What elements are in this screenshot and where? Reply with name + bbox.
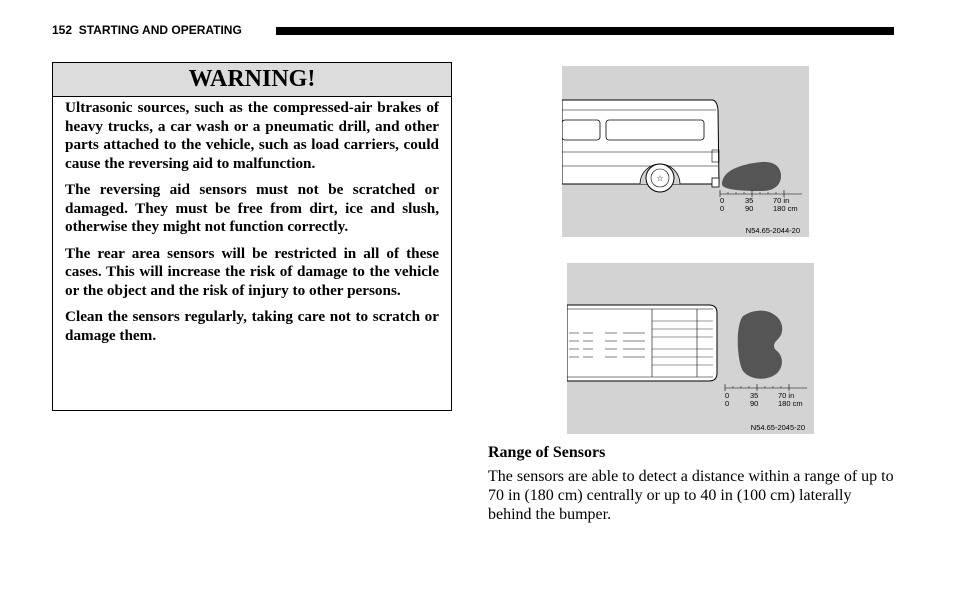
scale-label: 0 — [725, 399, 730, 408]
sensor-side-view-figure — [562, 66, 809, 237]
scale-label: 35 — [745, 196, 754, 205]
warning-box — [52, 62, 452, 411]
page-header — [52, 22, 894, 38]
scale-label: 0 — [720, 204, 725, 213]
scale-label: 0 — [725, 391, 730, 400]
page-number: 152 — [52, 23, 73, 37]
scale-label: 180 cm — [773, 204, 798, 213]
warning-body — [53, 97, 451, 345]
header-rule — [276, 27, 894, 35]
scale-label: 0 — [720, 196, 725, 205]
svg-text:☆: ☆ — [656, 174, 664, 183]
sensor-top-view-figure — [567, 263, 814, 434]
sensor-field-side — [722, 162, 781, 191]
van-top-illustration — [567, 305, 717, 381]
distance-scale-side — [720, 190, 802, 197]
figure-id: N54.65-2044-20 — [745, 226, 800, 235]
figure-id: N54.65-2045-20 — [750, 423, 805, 432]
section-name: STARTING AND OPERATING — [78, 23, 242, 37]
warning-paragraph: Ultrasonic sources, such as the compressed-air brakes of heavy trucks, a car wash or a pneumatic drill, and other parts attached to the vehicle, such as load carriers, could cause the reversing aid to malfunction. — [65, 99, 439, 172]
warning-paragraph: Clean the sensors regularly, taking care not to scratch or damage them. — [65, 308, 439, 344]
scale-label: 70 in — [778, 391, 795, 400]
section-body: The sensors are able to detect a distance within a range of up to 70 in (180 cm) centrally or up to 40 in (100 cm) laterally behind the bumper. — [488, 468, 894, 523]
section-title: Range of Sensors — [488, 444, 606, 461]
warning-title: WARNING! — [53, 63, 451, 97]
van-side-illustration — [562, 100, 719, 192]
scale-label: 35 — [750, 391, 759, 400]
warning-paragraph: The rear area sensors will be restricted in all of these cases. This will increase the risk of damage to the vehicle or the object and the risk of injury to other persons. — [65, 244, 439, 299]
scale-label: 70 in — [773, 196, 790, 205]
scale-label: 90 — [750, 399, 759, 408]
sensor-field-top — [738, 311, 782, 379]
scale-label: 180 cm — [778, 399, 803, 408]
scale-label: 90 — [745, 204, 754, 213]
page-header-text — [52, 22, 242, 38]
distance-scale-top — [725, 384, 807, 391]
warning-paragraph: The reversing aid sensors must not be scratched or damaged. They must be free from dirt, ice and slush, otherwise they might not function correctly. — [65, 181, 439, 235]
